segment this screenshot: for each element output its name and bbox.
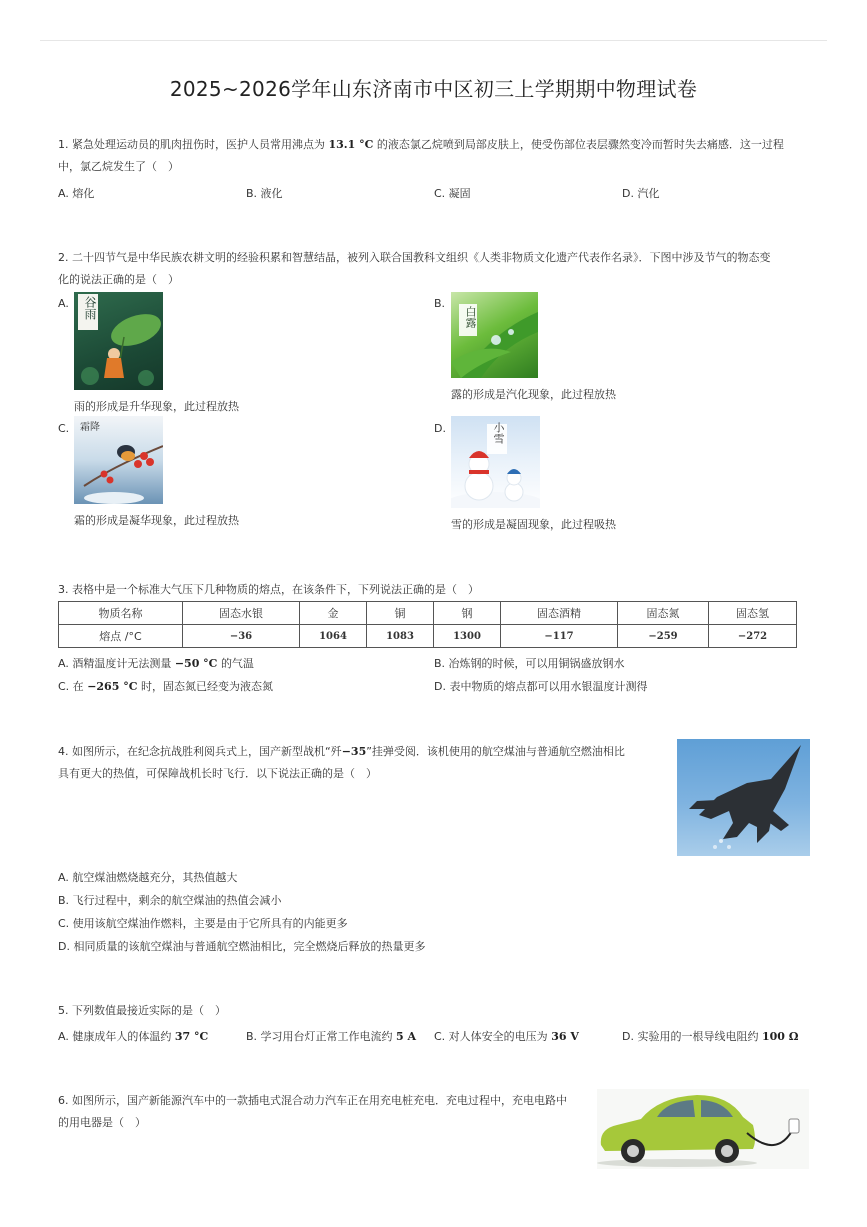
q3-option-b[interactable]: B. 冶炼钢的时候，可以用铜锅盛放钢水 (434, 657, 625, 670)
table-cell: −272 (709, 625, 797, 648)
q5-option-b[interactable]: B. 学习用台灯正常工作电流约 5 A (246, 1030, 417, 1043)
q3-option-d[interactable]: D. 表中物质的熔点都可以用水银温度计测得 (434, 680, 648, 693)
electric-car-image (597, 1089, 809, 1169)
table-cell: −259 (618, 625, 709, 648)
minor-snow-label: 小雪 (492, 422, 505, 444)
q2-option-a-caption: 雨的形成是升华现象，此过程放热 (74, 400, 239, 413)
question-5: 5. 下列数值最接近实际的是（ ） (58, 1004, 226, 1017)
question-6: 6. 如图所示，国产新能源汽车中的一款插电式混合动力汽车正在用充电桩充电．充电过程中，充电电路中 的用电器是（ ） (58, 1094, 567, 1129)
table-cell: −117 (501, 625, 618, 648)
table-header-cell: 金 (300, 602, 367, 625)
table-header-cell: 铜 (367, 602, 434, 625)
table-header-row (59, 602, 797, 625)
table-header-cell: 钢 (434, 602, 501, 625)
q4-option-a[interactable]: A. 航空煤油燃烧越充分，其热值越大 (58, 871, 238, 884)
grain-rain-label: 谷雨 (83, 296, 97, 320)
q2-option-d-letter[interactable]: D. (434, 422, 446, 435)
question-1: 1. 紧急处理运动员的肌肉扭伤时，医护人员常用沸点为 13.1 °C 的液态氯乙烷喷到局部皮肤上，使受伤部位表层骤然变冷而暂时失去痛感．这一过程 中，氯乙烷发生了（ ） (58, 138, 784, 173)
q5-option-a[interactable]: A. 健康成年人的体温约 37 °C (58, 1030, 209, 1043)
q1-option-b[interactable]: B. 液化 (246, 187, 283, 200)
minor-snow-image (451, 416, 540, 508)
q2-option-a-letter[interactable]: A. (58, 297, 69, 310)
table-header-cell: 固态酒精 (501, 602, 618, 625)
q2-option-b-letter[interactable]: B. (434, 297, 446, 310)
electric-car-illustration (597, 1089, 809, 1169)
table-header-cell: 固态氮 (618, 602, 709, 625)
q2-option-c-caption: 霜的形成是凝华现象，此过程放热 (74, 514, 239, 527)
fighter-jet-illustration (677, 739, 810, 856)
question-4: 4. 如图所示，在纪念抗战胜利阅兵式上，国产新型战机“歼−35”挂弹受阅．该机使用的航空煤油与普通航空燃油相比 具有更大的热值，可保障战机长时飞行．以下说法正确的是（ ） (58, 745, 625, 780)
fighter-jet-image (677, 739, 810, 856)
q5-option-c[interactable]: C. 对人体安全的电压为 36 V (434, 1030, 579, 1043)
q1-option-a[interactable]: A. 熔化 (58, 187, 95, 200)
q4-option-b[interactable]: B. 飞行过程中，剩余的航空煤油的热值会减小 (58, 894, 282, 907)
q3-option-c[interactable]: C. 在 −265 °C 时，固态氮已经变为液态氮 (58, 680, 273, 693)
q2-option-d-caption: 雪的形成是凝固现象，此过程吸热 (451, 518, 616, 531)
question-2: 2. 二十四节气是中华民族农耕文明的经验积累和智慧结晶，被列入联合国教科文组织《人类非物质文化遗产代表作名录》．下图中涉及节气的物态变 化的说法正确的是（ ） (58, 251, 771, 286)
table-header-cell: 物质名称 (59, 602, 183, 625)
table-cell: 1300 (434, 625, 501, 648)
table-row (59, 625, 797, 648)
q3-option-a[interactable]: A. 酒精温度计无法测量 −50 °C 的气温 (58, 657, 254, 670)
table-header-cell: 固态氢 (709, 602, 797, 625)
white-dew-label: 白露 (464, 306, 477, 328)
top-divider (40, 40, 827, 41)
q4-option-c[interactable]: C. 使用该航空煤油作燃料，主要是由于它所具有的内能更多 (58, 917, 348, 930)
question-3: 3. 表格中是一个标准大气压下几种物质的熔点，在该条件下，下列说法正确的是（ ） (58, 583, 479, 596)
q5-option-d[interactable]: D. 实验用的一根导线电阻约 100 Ω (622, 1030, 799, 1043)
white-dew-illustration (451, 292, 538, 378)
q1-option-c[interactable]: C. 凝固 (434, 187, 471, 200)
frost-descent-image (74, 416, 163, 504)
table-cell: −36 (183, 625, 300, 648)
table-row-label: 熔点 /°C (59, 625, 183, 648)
q2-option-c-letter[interactable]: C. (58, 422, 70, 435)
table-header-cell: 固态水银 (183, 602, 300, 625)
table-cell: 1064 (300, 625, 367, 648)
q1-option-d[interactable]: D. 汽化 (622, 187, 660, 200)
q2-option-b-caption: 露的形成是汽化现象，此过程放热 (451, 388, 616, 401)
melting-point-table (58, 601, 797, 648)
frost-descent-label: 霜降 (80, 422, 100, 433)
q4-option-d[interactable]: D. 相同质量的该航空煤油与普通航空燃油相比，完全燃烧后释放的热量更多 (58, 940, 426, 953)
grain-rain-image (74, 292, 163, 390)
page-title: 2025~2026学年山东济南市中区初三上学期期中物理试卷 (169, 77, 698, 101)
table-cell: 1083 (367, 625, 434, 648)
white-dew-image (451, 292, 538, 378)
